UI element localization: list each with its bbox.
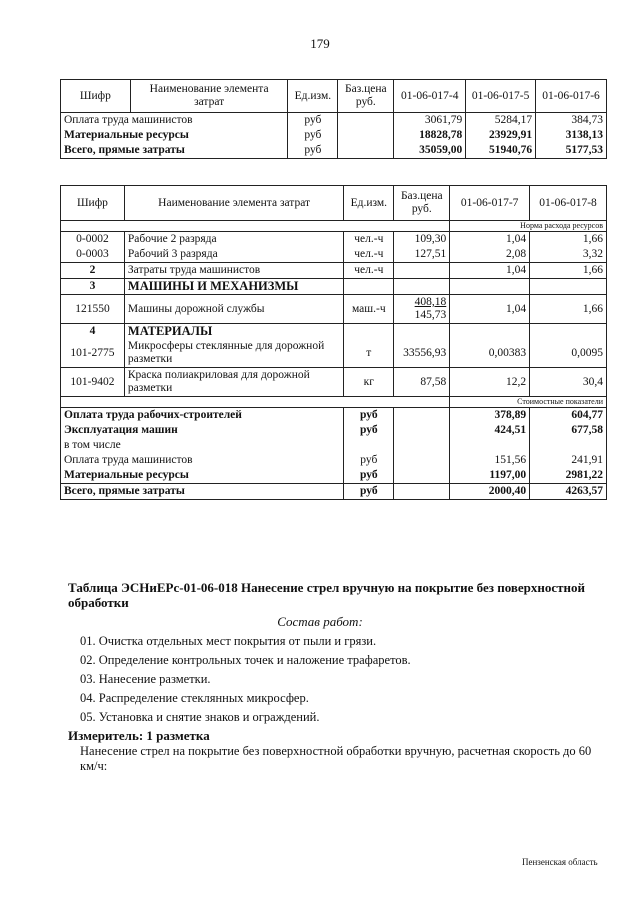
row-name: Рабочие 2 разряда: [124, 232, 343, 248]
table-row: [61, 113, 607, 129]
row-value: 30,4: [530, 368, 607, 397]
cost-name: в том числе: [61, 438, 344, 453]
row-code: 2: [61, 263, 125, 279]
table-row: [61, 128, 607, 143]
row-value: 35059,00: [394, 143, 466, 159]
row-value: 3,32: [530, 247, 607, 263]
section-title: Таблица ЭСНиЕРс-01-06-018 Нанесение стрел вручную на покрытие без поверхностной обработки: [68, 580, 586, 610]
cost-value: 378,89: [450, 408, 530, 424]
row-name: Всего, прямые затраты: [61, 143, 288, 159]
section-title-machines: МАШИНЫ И МЕХАНИЗМЫ: [124, 279, 343, 295]
row-value: 1,66: [530, 295, 607, 324]
cost-table-2: [60, 185, 607, 500]
list-item: 04. Распределение стеклянных микросфер.: [80, 691, 309, 705]
row-unit: т: [344, 339, 394, 368]
row-code: 4: [61, 324, 125, 340]
section-title-materials: МАТЕРИАЛЫ: [124, 324, 343, 340]
list-item: 05. Установка и снятие знаков и ограждений.: [80, 710, 320, 724]
row-code: 3: [61, 279, 125, 295]
cost-value: 1197,00: [450, 468, 530, 484]
row-value: 1,04: [450, 263, 530, 279]
row-code: 121550: [61, 295, 125, 324]
row-unit: чел.-ч: [344, 247, 394, 263]
cost-value: 151,56: [450, 453, 530, 468]
list-item: 03. Нанесение разметки.: [80, 672, 211, 686]
cost-row: [61, 484, 607, 500]
footer-region: Пензенская область: [522, 857, 598, 867]
table-row: [61, 143, 607, 159]
section-row: [61, 279, 607, 295]
cost-row: [61, 468, 607, 484]
row-price: 109,30: [394, 232, 450, 248]
row-value: 2,08: [450, 247, 530, 263]
row-price: [338, 143, 394, 159]
header-code: Шифр: [61, 80, 131, 113]
row-value: 0,00383: [450, 339, 530, 368]
row-price: 33556,93: [394, 339, 450, 368]
cost-name: Оплата труда рабочих-строителей: [61, 408, 344, 424]
row-unit: чел.-ч: [344, 232, 394, 248]
row-name: Краска полиакриловая для дорожной разметки: [124, 368, 343, 397]
row-name: Рабочий 3 разряда: [124, 247, 343, 263]
table-row: [61, 263, 607, 279]
row-value: 5284,17: [466, 113, 536, 129]
table-row: [61, 295, 607, 324]
cost-value: 2000,40: [450, 484, 530, 500]
row-price: [338, 113, 394, 129]
header-unit: Ед.изм.: [288, 80, 338, 113]
row-name: Машины дорожной службы: [124, 295, 343, 324]
cost-value: 241,91: [530, 453, 607, 468]
table-row: [61, 247, 607, 263]
row-unit: руб: [288, 143, 338, 159]
header-col3: 01-06-017-6: [536, 80, 607, 113]
cost-row: [61, 453, 607, 468]
header-name: Наименование элемента затрат: [130, 80, 288, 113]
header-col1: 01-06-017-7: [450, 186, 530, 221]
cost-unit: руб: [344, 484, 394, 500]
row-unit: маш.-ч: [344, 295, 394, 324]
page-number: 179: [310, 36, 330, 51]
row-value: 51940,76: [466, 143, 536, 159]
row-value: 23929,91: [466, 128, 536, 143]
row-name: Затраты труда машинистов: [124, 263, 343, 279]
row-unit: руб: [288, 113, 338, 129]
cost-value: 677,58: [530, 423, 607, 438]
header-code: Шифр: [61, 186, 125, 221]
row-price-main: 408,18: [414, 296, 447, 308]
header-col2: 01-06-017-8: [530, 186, 607, 221]
cost-value: 424,51: [450, 423, 530, 438]
cost-row: [61, 423, 607, 438]
row-value: 3138,13: [536, 128, 607, 143]
cost-value: 4263,57: [530, 484, 607, 500]
cost-row: [61, 438, 607, 453]
description: Нанесение стрел на покрытие без поверхностной обработки вручную, расчетная скорость до 60 км/ч:: [80, 744, 592, 773]
cost-unit: руб: [344, 468, 394, 484]
row-value: 5177,53: [536, 143, 607, 159]
list-item: 02. Определение контрольных точек и наложение трафаретов.: [80, 653, 411, 667]
row-name: Оплата труда машинистов: [61, 113, 288, 129]
cost-name: Оплата труда машинистов: [61, 453, 344, 468]
list-item: 01. Очистка отдельных мест покрытия от пыли и грязи.: [80, 634, 377, 648]
cost-row: [61, 408, 607, 424]
section-row: [61, 324, 607, 340]
cost-name: Всего, прямые затраты: [61, 484, 344, 500]
row-name: Материальные ресурсы: [61, 128, 288, 143]
cost-unit: руб: [344, 453, 394, 468]
row-name: Микросферы стеклянные для дорожной разметки: [124, 339, 343, 368]
row-price: [394, 295, 450, 324]
row-price: 87,58: [394, 368, 450, 397]
table-row: [61, 368, 607, 397]
row-code: 101-2775: [61, 339, 125, 368]
row-value: 1,66: [530, 263, 607, 279]
cost-name: Материальные ресурсы: [61, 468, 344, 484]
row-price: 127,51: [394, 247, 450, 263]
row-value: 1,04: [450, 295, 530, 324]
row-value: 18828,78: [394, 128, 466, 143]
measure-unit: Измеритель: 1 разметка: [68, 728, 210, 743]
cost-value: 604,77: [530, 408, 607, 424]
composition-label: Состав работ:: [277, 614, 363, 629]
cost-label: Стоимостные показатели: [450, 397, 607, 408]
header-unit: Ед.изм.: [344, 186, 394, 221]
row-price: [338, 128, 394, 143]
header-price: Баз.цена руб.: [338, 80, 394, 113]
row-unit: чел.-ч: [344, 263, 394, 279]
cost-unit: руб: [344, 423, 394, 438]
header-price: Баз.цена руб.: [394, 186, 450, 221]
row-value: 1,66: [530, 232, 607, 248]
cost-unit: руб: [344, 408, 394, 424]
row-code: 101-9402: [61, 368, 125, 397]
cost-table-1: [60, 79, 607, 159]
row-unit: кг: [344, 368, 394, 397]
row-price-secondary: 145,73: [414, 309, 447, 321]
row-price: [394, 263, 450, 279]
row-value: 1,04: [450, 232, 530, 248]
work-list: [80, 632, 411, 727]
row-value: 3061,79: [394, 113, 466, 129]
header-col1: 01-06-017-4: [394, 80, 466, 113]
table-row: [61, 339, 607, 368]
row-value: 384,73: [536, 113, 607, 129]
header-name: Наименование элемента затрат: [124, 186, 343, 221]
cost-name: Эксплуатация машин: [61, 423, 344, 438]
row-code: 0-0002: [61, 232, 125, 248]
norm-label: Норма расхода ресурсов: [450, 221, 607, 232]
header-col2: 01-06-017-5: [466, 80, 536, 113]
row-unit: руб: [288, 128, 338, 143]
cost-value: 2981,22: [530, 468, 607, 484]
row-code: 0-0003: [61, 247, 125, 263]
row-value: 12,2: [450, 368, 530, 397]
table-row: [61, 232, 607, 248]
row-value: 0,0095: [530, 339, 607, 368]
